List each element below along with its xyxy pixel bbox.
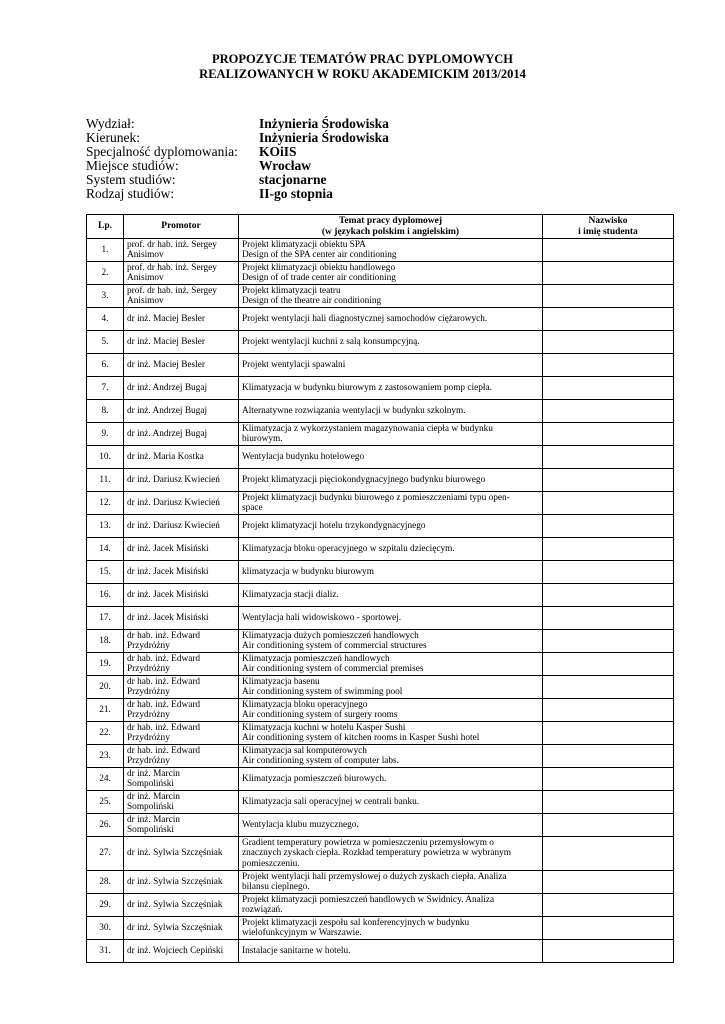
promotor-line: Przydróżny [127,710,170,720]
promotor-line: dr inż. Andrzej Bugaj [127,382,208,393]
topic-line: znacznych zyskach ciepła. Rozkład temperatury powietrza w wybranym [242,848,511,859]
topic-line: Design of the theatre air conditioning [242,296,382,306]
topic-line: Air conditioning system of commercial premises [242,664,424,674]
table-row [87,515,674,538]
table-row [87,894,674,917]
topic-line: Design of of trade center air conditioning [242,273,396,283]
row-student-name [543,331,674,354]
promotor-line: dr inż. Sylwia Szczęśniak [127,848,223,859]
row-number: 29. [87,894,124,917]
row-number: 24. [87,768,124,791]
table-row [87,492,674,515]
study-info-label: System studiów: [86,172,176,187]
topic-line: Wentylacja hali widowiskowo - sportowej. [242,612,402,623]
row-student-name [543,354,674,377]
row-student-name [543,630,674,653]
row-number: 18. [87,630,124,653]
topic-line: Design of the SPA center air conditioning [242,250,397,260]
row-topic [239,814,543,837]
row-topic [239,630,543,653]
promotor-line: dr hab. inż. Edward [127,676,201,687]
row-promotor [124,653,239,676]
row-student-name [543,699,674,722]
table-row [87,584,674,607]
row-number: 13. [87,515,124,538]
promotor-line: dr inż. Jacek Misiński [127,589,209,600]
row-topic [239,653,543,676]
topic-line: Projekt klimatyzacji zespołu sal konferencyjnych w budynku [242,917,470,928]
row-promotor [124,630,239,653]
row-topic [239,894,543,917]
topic-line: Air conditioning system of swimming pool [242,687,403,697]
promotor-line: Przydróżny [127,664,170,674]
row-number: 21. [87,699,124,722]
row-number: 22. [87,722,124,745]
promotor-line: Sompoliński [127,825,175,835]
promotor-line: Przydróżny [127,687,170,697]
row-number: 17. [87,607,124,630]
row-student-name [543,584,674,607]
promotor-line: dr inż. Sylwia Szczęśniak [127,899,223,910]
row-number: 23. [87,745,124,768]
row-number: 16. [87,584,124,607]
promotor-line: dr hab. inż. Edward [127,722,201,733]
row-number: 3. [87,285,124,308]
row-number: 8. [87,400,124,423]
topic-line: bilansu cieplnego. [242,882,310,892]
row-number: 5. [87,331,124,354]
promotor-line: dr hab. inż. Edward [127,699,201,710]
row-student-name [543,515,674,538]
header-student [543,215,674,239]
row-student-name [543,837,674,871]
study-info-row [86,159,389,173]
table-row [87,607,674,630]
promotor-line: dr hab. inż. Edward [127,653,201,664]
header-topic [239,215,543,239]
study-info-value: Inżynieria Środowiska [259,130,389,145]
row-topic [239,745,543,768]
row-promotor [124,354,239,377]
table-row [87,676,674,699]
row-promotor [124,492,239,515]
promotor-line: prof. dr hab. inż. Sergey [127,239,217,250]
promotor-line: dr inż. Andrzej Bugaj [127,428,208,439]
row-promotor [124,607,239,630]
promotor-line: dr inż. Jacek Misiński [127,612,209,623]
table-row [87,791,674,814]
promotor-line: dr inż. Sylwia Szczęśniak [127,922,223,933]
topic-line: Projekt klimatyzacji pięciokondygnacyjnego budynku biurowego [242,474,486,485]
promotor-line: dr inż. Marcin [127,791,180,802]
row-promotor [124,400,239,423]
header-topic-line-2: (w językach polskim i angielskim) [321,226,460,237]
header-lp: Lp. [87,215,124,239]
row-topic [239,837,543,871]
row-student-name [543,814,674,837]
table-row [87,814,674,837]
study-info-label: Wydział: [86,116,135,131]
table-header-row [87,215,674,239]
row-student-name [543,492,674,515]
row-topic [239,331,543,354]
promotor-line: dr hab. inż. Edward [127,745,201,756]
row-topic [239,492,543,515]
row-student-name [543,400,674,423]
row-promotor [124,894,239,917]
promotor-line: dr inż. Dariusz Kwiecień [127,497,220,508]
table-row [87,653,674,676]
promotor-line: Sompoliński [127,779,175,789]
row-promotor [124,871,239,894]
row-number: 30. [87,917,124,940]
row-topic [239,722,543,745]
topic-line: Klimatyzacja dużych pomieszczeń handlowych [242,630,419,641]
row-student-name [543,285,674,308]
row-student-name [543,653,674,676]
study-info-row [86,131,389,145]
promotor-line: dr hab. inż. Edward [127,630,201,641]
row-topic [239,423,543,446]
topics-table [86,214,674,963]
row-number: 7. [87,377,124,400]
study-info-label: Rodzaj studiów: [86,186,175,201]
topic-line: Klimatyzacja sal komputerowych [242,745,367,756]
topic-line: space [242,503,263,513]
promotor-line: dr inż. Andrzej Bugaj [127,405,208,416]
topic-line: Projekt klimatyzacji budynku biurowego z pomieszczeniami typu open- [242,492,510,503]
header-student-line-1: Nazwisko [588,215,628,226]
row-promotor [124,285,239,308]
promotor-line: dr inż. Maria Kostka [127,451,204,462]
topic-line: Klimatyzacja bloku operacyjnego [242,699,368,710]
row-student-name [543,676,674,699]
table-row [87,262,674,285]
row-number: 26. [87,814,124,837]
promotor-line: Przydróżny [127,733,170,743]
row-student-name [543,871,674,894]
row-topic [239,561,543,584]
row-student-name [543,262,674,285]
study-info-row [86,187,389,201]
row-number: 27. [87,837,124,871]
table-row [87,354,674,377]
topic-line: Air conditioning system of computer labs. [242,756,399,766]
promotor-line: prof. dr hab. inż. Sergey [127,285,217,296]
topic-line: Gradient temperatury powietrza w pomieszczeniu przemysłowym o [242,837,494,848]
row-topic [239,377,543,400]
row-topic [239,917,543,940]
row-number: 19. [87,653,124,676]
table-row [87,940,674,963]
row-promotor [124,515,239,538]
table-row [87,446,674,469]
row-promotor [124,308,239,331]
row-promotor [124,940,239,963]
study-info [86,117,389,201]
row-student-name [543,768,674,791]
row-topic [239,239,543,262]
topic-line: klimatyzacja w budynku biurowym [242,566,374,577]
row-student-name [543,423,674,446]
study-info-value: II-go stopnia [259,186,333,201]
topic-line: Klimatyzacja w budynku biurowym z zastosowaniem pomp ciepła. [242,382,492,393]
promotor-line: dr inż. Maciej Besler [127,359,205,370]
row-topic [239,584,543,607]
row-promotor [124,917,239,940]
promotor-line: dr inż. Jacek Misiński [127,543,209,554]
row-number: 25. [87,791,124,814]
topic-line: Klimatyzacja stacji dializ. [242,589,339,600]
table-row [87,768,674,791]
row-promotor [124,262,239,285]
topic-line: Projekt wentylacji hali diagnostycznej samochodów ciężarowych. [242,313,488,324]
topic-line: Instalacje sanitarne w hotelu. [242,945,351,956]
study-info-label: Specjalność dyplomowania: [86,144,238,159]
header-student-line-2: i imię studenta [578,226,638,237]
table-row [87,722,674,745]
table-row [87,837,674,871]
table-row [87,331,674,354]
table-row [87,285,674,308]
topic-line: Klimatyzacja basenu [242,676,320,687]
study-info-label: Miejsce studiów: [86,158,179,173]
study-info-row [86,145,389,159]
table-row [87,538,674,561]
row-topic [239,768,543,791]
promotor-line: Przydróżny [127,756,170,766]
row-student-name [543,722,674,745]
topic-line: Klimatyzacja kuchni w hotelu Kasper Sushi [242,722,406,733]
table-row [87,871,674,894]
row-number: 9. [87,423,124,446]
row-topic [239,676,543,699]
study-info-value: Wrocław [259,158,311,173]
row-promotor [124,331,239,354]
row-promotor [124,745,239,768]
row-number: 12. [87,492,124,515]
topic-line: Air conditioning system of surgery rooms [242,710,398,720]
table-row [87,469,674,492]
study-info-value: Inżynieria Środowiska [259,116,389,131]
promotor-line: dr inż. Marcin [127,768,180,779]
topic-line: Projekt klimatyzacji pomieszczeń handlowych w Świdnicy. Analiza [242,894,495,905]
header-topic-line-1: Temat pracy dyplomowej [338,215,443,226]
topic-line: biurowym. [242,434,283,444]
table-row [87,400,674,423]
row-number: 4. [87,308,124,331]
row-topic [239,538,543,561]
row-number: 1. [87,239,124,262]
row-topic [239,699,543,722]
row-number: 10. [87,446,124,469]
row-promotor [124,469,239,492]
row-number: 6. [87,354,124,377]
topic-line: Projekt wentylacji kuchni z salą konsumpcyjną. [242,336,420,347]
row-student-name [543,561,674,584]
study-info-row [86,117,389,131]
topic-line: Projekt wentylacji spawalni [242,359,346,370]
topic-line: Wentylacja budynku hotelowego [242,451,365,462]
topic-line: Wentylacja klubu muzycznego. [242,819,359,830]
row-promotor [124,538,239,561]
topic-line: Projekt klimatyzacji teatru [242,285,341,296]
row-promotor [124,699,239,722]
study-info-value: stacjonarne [259,172,327,187]
row-promotor [124,584,239,607]
row-student-name [543,745,674,768]
topic-line: Klimatyzacja pomieszczeń handlowych [242,653,390,664]
topic-line: Klimatyzacja bloku operacyjnego w szpitalu dziecięcym. [242,543,455,554]
row-topic [239,515,543,538]
row-number: 31. [87,940,124,963]
topic-line: Projekt wentylacji hali przemysłowej o dużych zyskach ciepła. Analiza [242,871,507,882]
promotor-line: dr inż. Jacek Misiński [127,566,209,577]
promotor-line: dr inż. Wojciech Cepiński [127,945,224,956]
promotor-line: Anisimov [127,250,164,260]
row-student-name [543,239,674,262]
row-topic [239,791,543,814]
row-promotor [124,814,239,837]
topic-line: Projekt klimatyzacji obiektu SPA [242,239,366,250]
promotor-line: Przydróżny [127,641,170,651]
row-student-name [543,308,674,331]
topic-line: wielofunkcyjnym w Warszawie. [242,928,362,938]
row-promotor [124,768,239,791]
row-promotor [124,377,239,400]
row-number: 20. [87,676,124,699]
row-promotor [124,423,239,446]
topic-line: rozwiązań. [242,905,283,915]
row-topic [239,400,543,423]
row-topic [239,607,543,630]
table-row [87,377,674,400]
topic-line: Alternatywne rozwiązania wentylacji w budynku szkolnym. [242,405,466,416]
table-row [87,561,674,584]
study-info-label: Kierunek: [86,130,140,145]
row-topic [239,871,543,894]
title-line-2: REALIZOWANYCH W ROKU AKADEMICKIM 2013/2014 [199,67,526,81]
table-row [87,423,674,446]
row-number: 28. [87,871,124,894]
row-promotor [124,791,239,814]
topic-line: Klimatyzacja pomieszczeń biurowych. [242,773,387,784]
row-student-name [543,607,674,630]
topic-line: Projekt klimatyzacji hotelu trzykondygnacyjnego [242,520,426,531]
study-info-value: KOiIS [259,144,297,159]
study-info-row [86,173,389,187]
row-topic [239,940,543,963]
row-number: 11. [87,469,124,492]
table-row [87,308,674,331]
row-student-name [543,469,674,492]
row-topic [239,262,543,285]
row-promotor [124,837,239,871]
row-student-name [543,894,674,917]
row-student-name [543,377,674,400]
row-student-name [543,940,674,963]
promotor-line: Sompoliński [127,802,175,812]
row-promotor [124,561,239,584]
row-topic [239,469,543,492]
table-row [87,239,674,262]
row-student-name [543,917,674,940]
topic-line: Klimatyzacja z wykorzystaniem magazynowania ciepła w budynku [242,423,493,434]
table-row [87,699,674,722]
row-topic [239,308,543,331]
table-row [87,630,674,653]
promotor-line: dr inż. Dariusz Kwiecień [127,474,220,485]
row-number: 15. [87,561,124,584]
promotor-line: dr inż. Maciej Besler [127,313,205,324]
table-row [87,745,674,768]
document-title [0,52,725,82]
promotor-line: dr inż. Maciej Besler [127,336,205,347]
promotor-line: prof. dr hab. inż. Sergey [127,262,217,273]
row-student-name [543,538,674,561]
title-line-1: PROPOZYCJE TEMATÓW PRAC DYPLOMOWYCH [211,52,514,66]
topic-line: pomieszczeniu. [242,858,300,869]
row-topic [239,446,543,469]
topic-line: Air conditioning system of commercial structures [242,641,427,651]
topic-line: Klimatyzacja sali operacyjnej w centrali banku. [242,796,420,807]
row-promotor [124,446,239,469]
promotor-line: dr inż. Dariusz Kwiecień [127,520,220,531]
promotor-line: dr inż. Marcin [127,814,180,825]
row-promotor [124,722,239,745]
promotor-line: dr inż. Sylwia Szczęśniak [127,876,223,887]
row-student-name [543,446,674,469]
row-number: 14. [87,538,124,561]
row-number: 2. [87,262,124,285]
topic-line: Air conditioning system of kitchen rooms in Kasper Sushi hotel [242,733,480,743]
table-row [87,917,674,940]
topic-line: Projekt klimatyzacji obiektu handlowego [242,262,396,273]
promotor-line: Anisimov [127,296,164,306]
row-topic [239,354,543,377]
promotor-line: Anisimov [127,273,164,283]
header-promotor: Promotor [124,215,239,239]
row-topic [239,285,543,308]
row-promotor [124,239,239,262]
row-promotor [124,676,239,699]
row-student-name [543,791,674,814]
